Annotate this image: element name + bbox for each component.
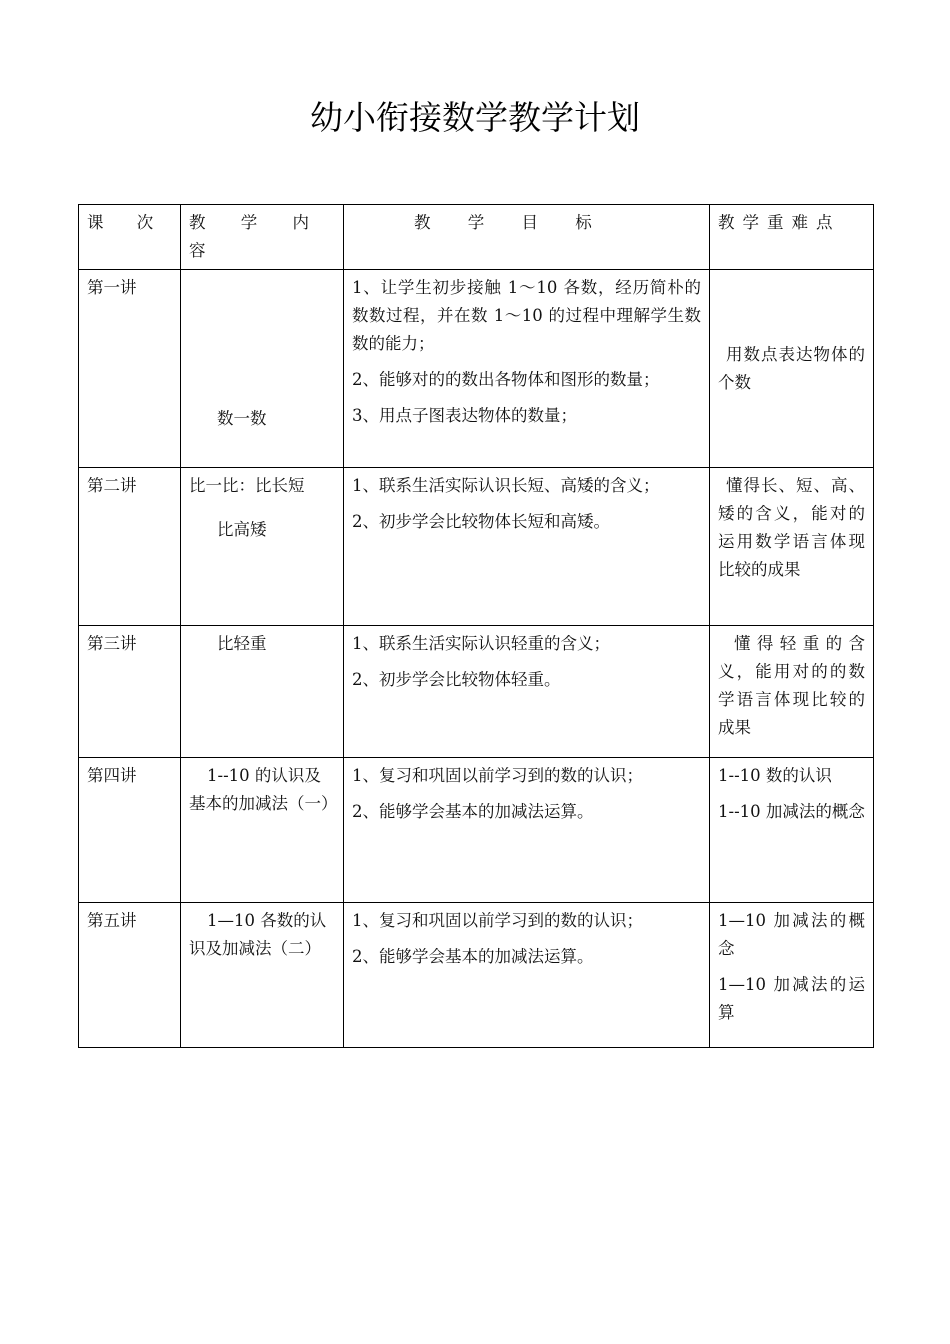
- table-row: [79, 270, 874, 468]
- content-text: 数一数: [217, 409, 267, 428]
- goal-item: 2、能够学会基本的加减法运算。: [352, 802, 594, 821]
- difficulties-cell: [710, 758, 874, 903]
- header-lesson: 课 次: [79, 205, 181, 270]
- goal-item: 1、联系生活实际认识轻重的含义；: [352, 634, 610, 653]
- goal-item: 2、初步学会比较物体轻重。: [352, 670, 561, 689]
- table-row: [79, 758, 874, 903]
- content-cell: [181, 270, 344, 468]
- goals-cell: [344, 270, 710, 468]
- difficulties-cell: [710, 270, 874, 468]
- difficulty-item: 1--10 数的认识: [718, 766, 832, 785]
- header-content: 教 学 内 容: [181, 205, 344, 270]
- content-text: 1--10 的认识及基本的加减法（一）: [189, 766, 338, 813]
- difficulties-cell: [710, 468, 874, 626]
- goals-cell: [344, 758, 710, 903]
- goal-item: 1、联系生活实际认识长短、高矮的含义；: [352, 476, 660, 495]
- difficulty-item: 用数点表达物体的个数: [718, 344, 865, 392]
- goals-cell: [344, 468, 710, 626]
- lesson-cell: 第五讲: [79, 903, 181, 1048]
- content-cell: [181, 758, 344, 903]
- goal-item: 3、用点子图表达物体的数量；: [352, 406, 577, 425]
- teaching-plan-table: [78, 204, 874, 1048]
- document-title: 幼小衔接数学教学计划: [310, 98, 640, 137]
- content-cell: [181, 626, 344, 758]
- lesson-cell: 第二讲: [79, 468, 181, 626]
- table-row: [79, 903, 874, 1048]
- goal-item: 1、复习和巩固以前学习到的数的认识；: [352, 911, 643, 930]
- goals-cell: [344, 903, 710, 1048]
- content-cell: [181, 468, 344, 626]
- content-text: 比轻重: [217, 634, 267, 653]
- goal-item: 2、能够对的的数出各物体和图形的数量；: [352, 370, 660, 389]
- difficulty-item: 懂得长、短、高、矮的含义，能对的运用数学语言体现比较的成果: [718, 476, 865, 579]
- goal-item: 1、复习和巩固以前学习到的数的认识；: [352, 766, 643, 785]
- table-row: [79, 626, 874, 758]
- difficulties-cell: [710, 626, 874, 758]
- goals-cell: [344, 626, 710, 758]
- difficulty-item: 1—10 加减法的运算: [718, 975, 865, 1022]
- goal-item: 2、能够学会基本的加减法运算。: [352, 947, 594, 966]
- header-difficulties: 教学重难点: [710, 205, 874, 270]
- content-text: 比高矮: [217, 520, 267, 539]
- goal-item: 2、初步学会比较物体长短和高矮。: [352, 512, 610, 531]
- content-text: 1—10 各数的认识及加减法（二）: [189, 911, 327, 958]
- difficulties-cell: [710, 903, 874, 1048]
- table-row: [79, 468, 874, 626]
- difficulty-item: 1--10 加减法的概念: [718, 802, 865, 821]
- difficulty-item: 1—10 加减法的概念: [718, 911, 865, 958]
- lesson-cell: 第四讲: [79, 758, 181, 903]
- lesson-cell: 第一讲: [79, 270, 181, 468]
- lesson-cell: 第三讲: [79, 626, 181, 758]
- content-cell: [181, 903, 344, 1048]
- goal-item: 1、让学生初步接触 1～10 各数，经历简朴的数数过程，并在数 1～10 的过程中理解学生数数的能力；: [352, 278, 701, 353]
- header-goals: 教 学 目 标: [344, 205, 710, 270]
- difficulty-item: 懂得轻重的含义，能用对的的数学语言体现比较的成果: [718, 634, 865, 737]
- content-text: 比一比：比长短: [189, 476, 305, 495]
- table-header-row: [79, 205, 874, 270]
